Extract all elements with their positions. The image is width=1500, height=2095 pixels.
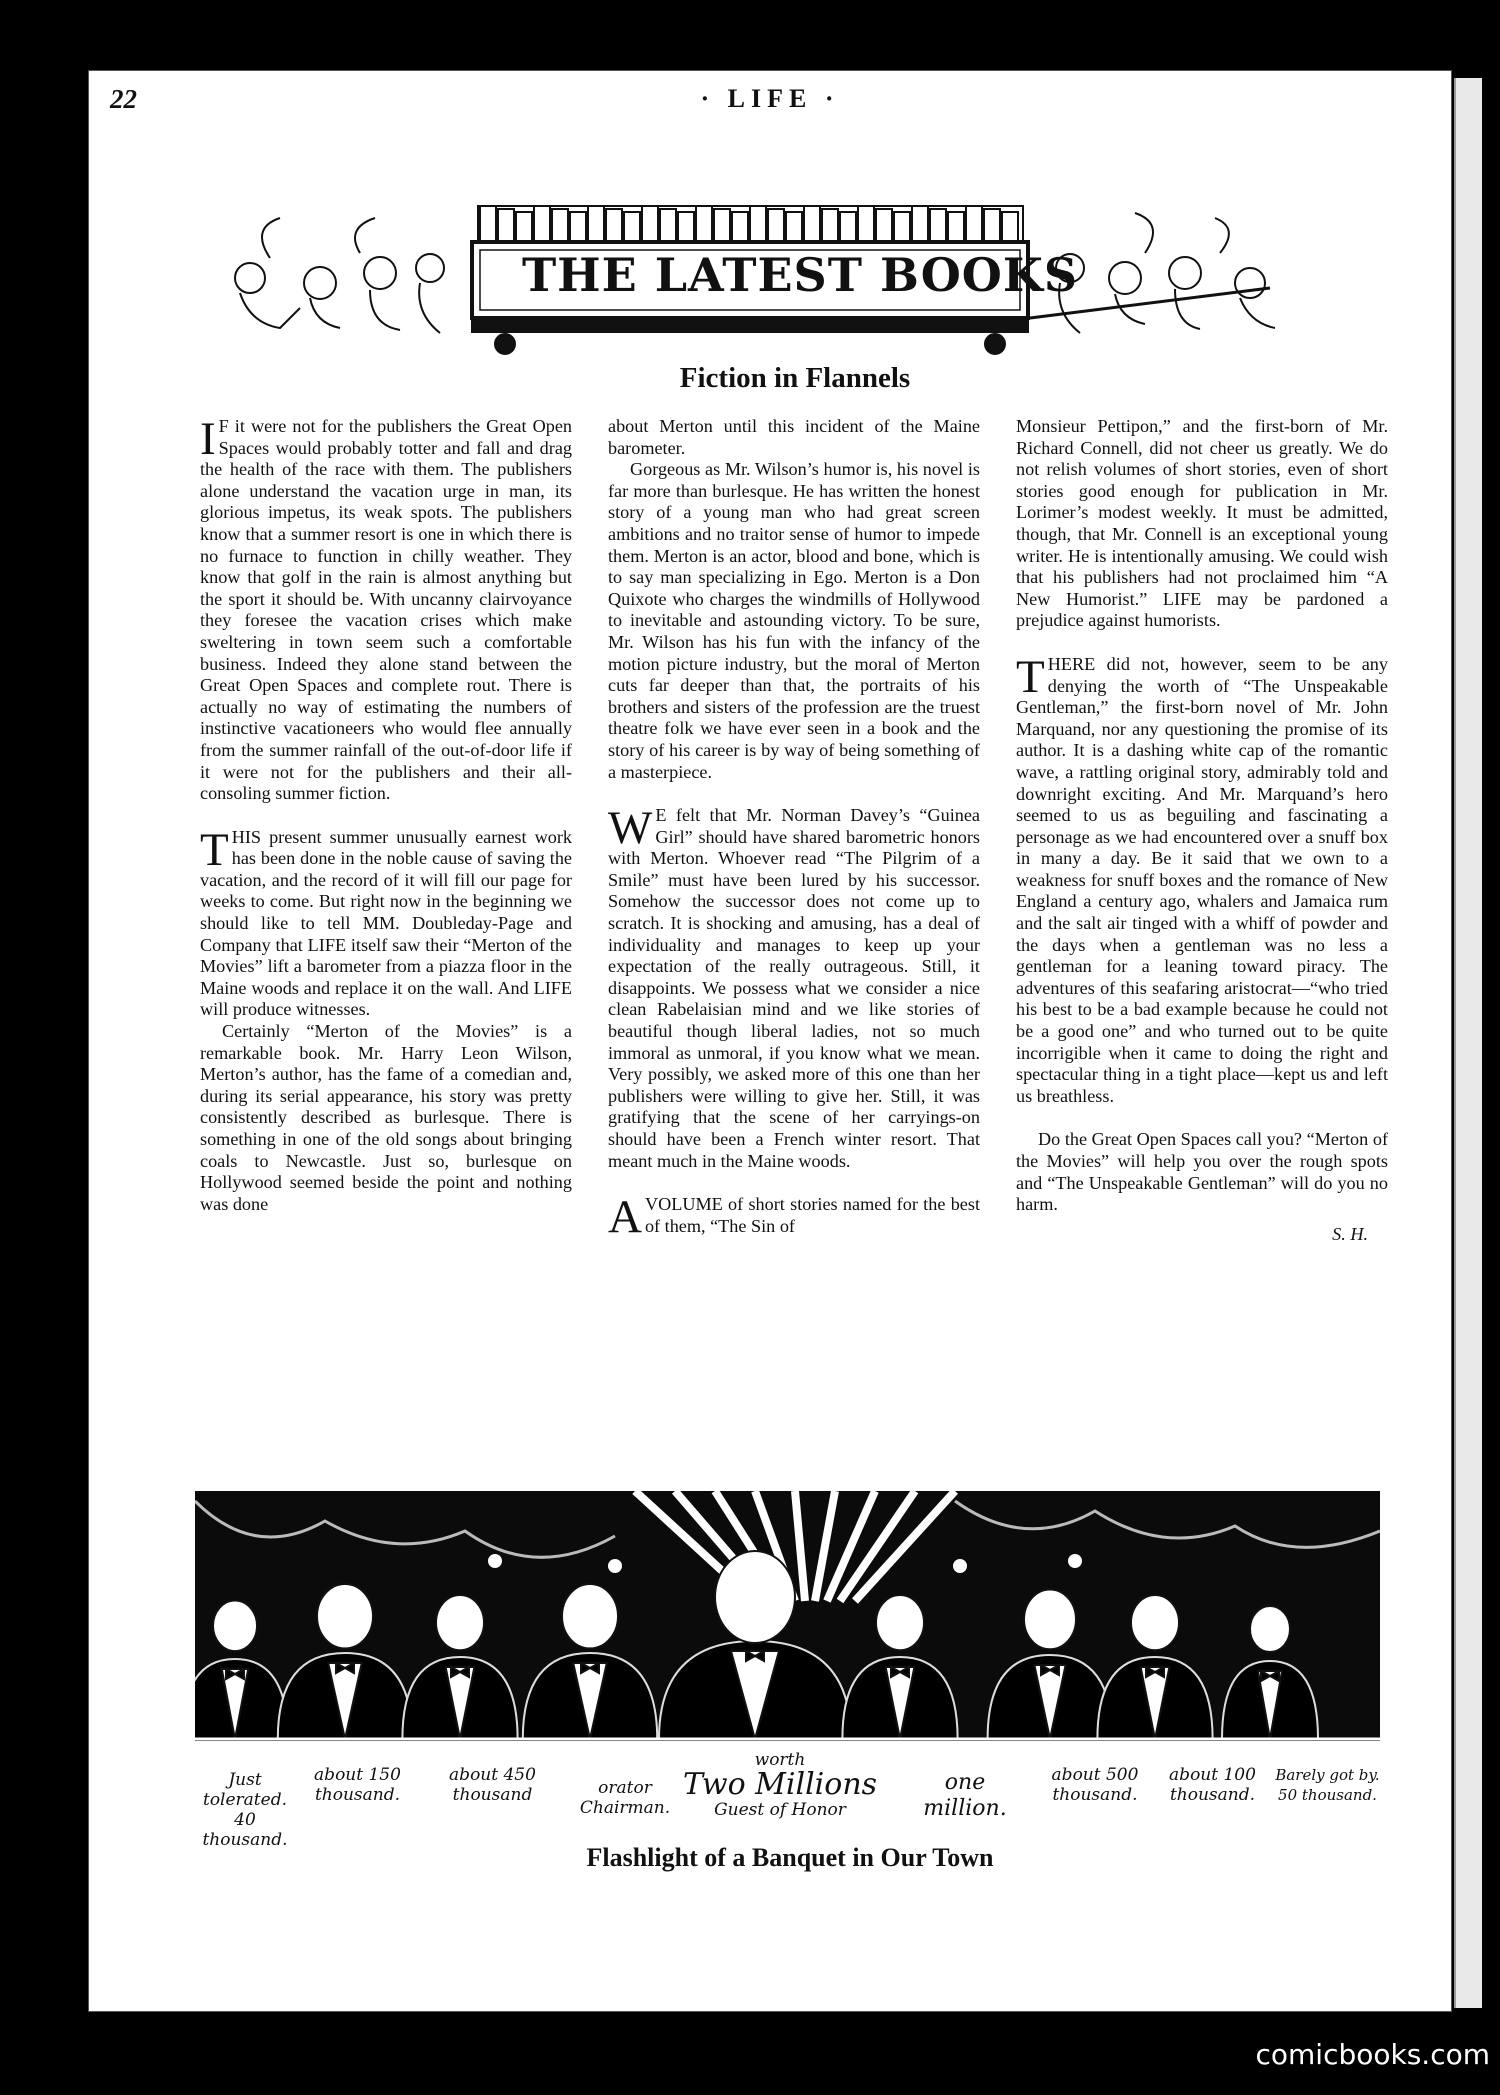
paragraph: Certainly “Merton of the Movies” is a remarkable book. Mr. Harry Leon Wilson, Merton’s author, has the fame of a comedian and, during its serial appearance, his story was pretty consistently described as burlesque. There is something in one of the old songs about bringing coals to Newcastle. Just so, burlesque on Hollywood seemed beside the point and nothing was done <box>200 1021 572 1214</box>
caption: Just tolerated. 40 thousand. <box>202 1770 288 1850</box>
book-spine <box>624 212 640 242</box>
book-spine <box>768 209 784 242</box>
book-spine <box>912 206 928 242</box>
book-spine <box>876 209 892 242</box>
running-head: · LIFE · <box>700 84 840 113</box>
paragraph-text: HERE did not, however, seem to be any denying the worth of “The Unspeakable Gentleman,” the first-born novel of Mr. John Marquand, nor any questioning the promise of its author. It is a dashing white cap of the romantic wave, a rattling original story, admirably told and downright exciting. And Mr. Marquand’s hero seemed to us as beguiling and fascinating a personage as we had encountered over a snuff box in many a day. Be it said that we own to a weakness for snuff boxes and the romance of New England a century ago, whalers and Jamaica rum and the salt air tinged with a whiff of powder and the days when a gentleman was no less a gentleman for a leaning toward piracy. The adventures of this seafaring aristocrat—“who tried his best to be a bad example because he could not be a good one” and who turned out to be quite incorrigible when it came to doing the right and spectacular thing in a tight place—kept us and left us breathless. <box>1016 653 1388 1106</box>
book-spine <box>570 212 586 242</box>
page-number: 22 <box>110 84 137 114</box>
author-signature: S. H. <box>1332 1223 1368 1244</box>
drop-cap: T <box>1016 650 1045 703</box>
paragraph <box>608 802 980 1172</box>
cartoon-title: Flashlight of a Banquet in Our Town <box>586 1843 994 1872</box>
book-spine <box>948 212 964 242</box>
paragraph: Gorgeous as Mr. Wilson’s humor is, his novel is far more than burlesque. He has written the honest story of a young man who had great screen ambitions and no traitor sense of humor to impede them. Merton is an actor, blood and bone, which is to say man specializing in Ego. Merton is a Don Quixote who charges the windmills of Hollywood to inevitable and astounding victory. To be sure, Mr. Wilson has his fun with the infancy of the motion picture industry, but the moral of Merton cuts far deeper than that, the portraits of his brothers and sisters of the profession are the truest theatre folk we have ever seen in a book and the story of his career is by way of being something of a masterpiece. <box>608 459 980 782</box>
watermark: comicbooks.com <box>1255 2038 1490 2071</box>
article-column-1 <box>200 413 572 1215</box>
book-spine <box>552 209 568 242</box>
book-spine <box>714 209 730 242</box>
book-spine <box>480 206 496 242</box>
diner-head <box>715 1551 795 1643</box>
paragraph: Monsieur Pettipon,” and the first-born of Mr. Richard Connell, did not cheer us greatly. We do not relish volumes of short stories, even of short stories good enough for publication in Mr. Lorimer’s modest weekly. It must be admitted, though, that Mr. Connell is an exceptional young writer. He is intentionally amusing. We could wish that his publishers had not proclaimed him “A New Humorist.” LIFE may be pardoned a prejudice against humorists. <box>1016 416 1388 631</box>
diner-head <box>562 1584 618 1648</box>
paragraph-text: VOLUME of short stories named for the best of them, “The Sin of <box>644 1194 980 1236</box>
article-column-3 <box>1016 416 1388 1245</box>
book-spine <box>1002 212 1018 242</box>
paragraph-text: HIS present summer unusually earnest work has been done in the noble cause of saving the vacation, and the record of it will fill our page for weeks to come. But right now in the beginning we should like to tell MM. Doubleday-Page and Company that LIFE itself saw their “Merton of the Movies” lift a barometer from a piazza floor in the Maine woods and replace it on the wall. And LIFE will produce witnesses. <box>200 826 572 1020</box>
paragraph: about Merton until this incident of the Maine barometer. <box>608 416 980 458</box>
book-spine <box>516 212 532 242</box>
article-headline: Fiction in Flannels <box>679 362 911 394</box>
paragraph <box>1016 650 1388 1107</box>
book-spine <box>894 212 910 242</box>
left-cherubs-illustration <box>235 218 444 333</box>
paragraph <box>608 1191 980 1244</box>
article-column-2 <box>608 416 980 1244</box>
book-spine <box>588 206 604 242</box>
diner-head <box>317 1584 373 1648</box>
paragraph <box>200 413 572 805</box>
diner-head <box>1131 1595 1179 1650</box>
book-spine <box>786 212 802 242</box>
book-spine <box>966 206 982 242</box>
book-spine <box>732 212 748 242</box>
diner-head <box>1250 1606 1290 1652</box>
paragraph: Do the Great Open Spaces call you? “Merton of the Movies” will help you over the rough spots and “The Unspeakable Gentleman” will do you no harm. <box>1016 1129 1388 1215</box>
drop-cap: I <box>200 413 216 465</box>
drop-cap: A <box>608 1191 642 1244</box>
book-spine <box>930 209 946 242</box>
book-spine <box>984 209 1000 242</box>
banner-title: THE LATEST BOOKS <box>521 248 1079 302</box>
caption: about 150 thousand. <box>314 1765 401 1805</box>
book-spine <box>498 209 514 242</box>
diner-head <box>213 1601 257 1652</box>
cartoon-captions <box>195 1750 1380 1850</box>
book-spine <box>678 212 694 242</box>
diner-head <box>1024 1590 1076 1650</box>
paragraph-text: E felt that Mr. Norman Davey’s “Guinea Girl” should have shared barometric honors with Merton. Whoever read “The Pilgrim of a Smile” must have been lured by his successor. Somehow the successor does not come up to scratch. It is shocking and amusing, has a deal of individuality and manages to keep up your expectation of the really outrageous. Still, it disappoints. We possess what we consider a nice clean Rabelaisian mind and we like stories of beautiful though liberal ladies, not so much immoral as unmoral, if you know what we mean. Very possibly, we asked more of this one than her publishers were willing to give her. Still, it was gratifying that the scene of her carryings-on should have been a French winter resort. That meant much in the Maine woods. <box>608 805 980 1171</box>
facing-page-edge <box>1454 78 1482 2008</box>
book-spine <box>606 209 622 242</box>
book-spine <box>804 206 820 242</box>
drop-cap: T <box>200 823 229 876</box>
book-spine <box>642 206 658 242</box>
caption: about 450 thousand <box>449 1765 536 1805</box>
book-spine <box>660 209 676 242</box>
drop-cap: W <box>608 802 653 855</box>
book-spine <box>750 206 766 242</box>
diner-head <box>436 1595 484 1650</box>
paragraph <box>200 823 572 1021</box>
caption: about 500 thousand. <box>1051 1765 1139 1805</box>
caption-guest-of-honor: worth Two Millions Guest of Honor <box>682 1750 878 1820</box>
book-spine <box>858 206 874 242</box>
book-spine <box>696 206 712 242</box>
caption: orator Chairman. <box>579 1778 671 1818</box>
book-spine <box>534 206 550 242</box>
caption: one million. <box>923 1770 1007 1821</box>
caption: about 100 thousand. <box>1169 1765 1256 1805</box>
diner-head <box>876 1595 924 1650</box>
book-spine <box>822 209 838 242</box>
paragraph-text: F it were not for the publishers the Great Open Spaces would probably totter and fall and drag the health of the race with them. The publishers alone understand the vacation urge in man, its glorious impetus, its weak spots. The publishers know that a summer resort is one in which there is no furnace to function in chilly weather. They know that golf in the rain is almost anything but the sport it should be. With uncanny clairvoyance they foresee the vacation crises which make sweltering in town seem such a comfortable business. Indeed they alone stand between the Great Open Spaces and complete rout. There is actually no way of estimating the numbers of instinctive vacationeers who would flee annually from the summer rainfall of the out-of-door life if it were not for the publishers and their all-consoling summer fiction. <box>200 416 572 804</box>
book-spine <box>840 212 856 242</box>
caption: Barely got by. 50 thousand. <box>1275 1766 1380 1804</box>
